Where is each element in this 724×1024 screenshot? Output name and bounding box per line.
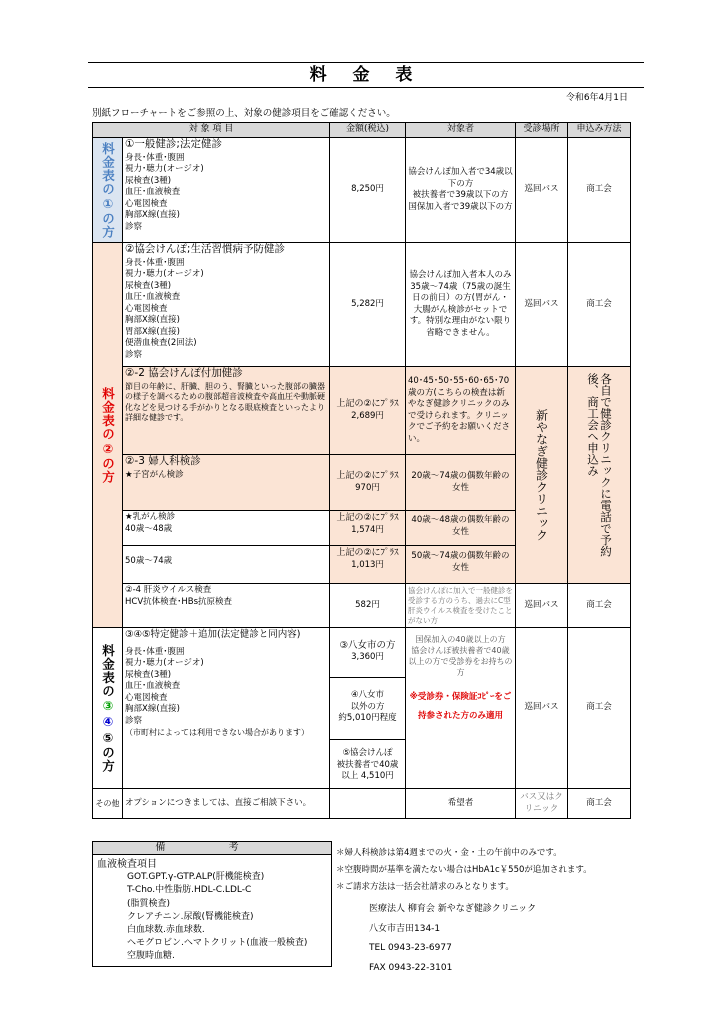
row3-title: ③④⑤特定健診＋追加(法定健診と同内容): [125, 629, 301, 640]
row23-sub2b: 50歳～74歳: [125, 556, 173, 566]
row22-title: ②-2 協会けんぽ付加健診: [125, 367, 243, 379]
row23-price2-prefix: 上記の②にﾌﾟﾗｽ: [336, 513, 399, 523]
row1-place: 巡回バス: [516, 138, 568, 243]
header-item: 対 象 項 目: [93, 123, 330, 138]
row24-title: ②-4 肝炎ウイルス検査: [125, 585, 212, 595]
fee-table: [92, 122, 631, 819]
row22-place: 新やなぎ健診クリニック: [534, 409, 549, 541]
row3-item: 診察: [125, 715, 143, 726]
row3-item: 尿検査(3種): [125, 669, 172, 680]
row1-price: 8,250円: [330, 138, 406, 243]
clinic-tel: TEL 0943-23-6977: [369, 943, 452, 953]
row3-item: 胸部X線(直接): [125, 704, 180, 714]
row3-price-cell: [330, 628, 406, 789]
row23-price3-prefix: 上記の②にﾌﾟﾗｽ: [336, 548, 399, 558]
row24-place: 巡回バス: [516, 584, 568, 628]
row2-item: 胸部X線(直接): [125, 315, 180, 325]
table-row: [93, 367, 631, 455]
clinic-fax: FAX 0943-22-3101: [369, 962, 453, 973]
row3-label-b: ③: [100, 697, 116, 714]
notes-line: 血液検査項目: [97, 859, 157, 870]
header-apply: 申込み方法: [568, 123, 631, 138]
header-place: 受診場所: [516, 123, 568, 138]
row3-item: 身長･体重･腹囲: [125, 646, 185, 657]
row1-label: 料金表の①の方: [100, 141, 116, 239]
notes-line: クレアチニン.尿酸(腎機能検査): [127, 911, 254, 922]
row22-apply-cell: [568, 367, 631, 584]
row22-cell: [123, 367, 330, 455]
row3-target-red: ※受診券・保険証ｺﾋﾟｰをご持参された方のみ適用: [409, 692, 512, 721]
clinic-info: [369, 900, 536, 978]
header-price: 金額(税込): [330, 123, 406, 138]
row23-target3: 50歳～74歳の偶数年齢の女性: [406, 546, 515, 583]
row2-item: 視力･聴力(オージオ): [125, 269, 204, 279]
row2-item: 心電図検査: [125, 303, 168, 314]
row3-label-d: ⑤: [100, 729, 116, 746]
row23-cell: [123, 455, 330, 511]
row4-place: バス又はクリニック: [516, 789, 568, 819]
row1-item: 胸部X線(直接): [125, 210, 180, 220]
row4-label: その他: [93, 789, 123, 819]
row23-target1: 20歳～74歳の偶数年齢の女性: [406, 455, 516, 511]
table-header-row: [93, 123, 631, 138]
row2-item: 血圧･血液検査: [125, 292, 181, 302]
row3-label-c: ④: [100, 713, 116, 730]
row1-target: 協会けんぽ加入者で34歳以下の方 被扶養者で39歳以下の方 国保加入者で39歳以下の方: [406, 138, 516, 243]
row1-item: 心電図検査: [125, 198, 168, 209]
row3-price4: ④八女市 以外の方 約5,010円程度: [330, 678, 405, 740]
page-title: 料 金 表: [88, 62, 644, 88]
row3-target-cell: [406, 628, 516, 789]
row1-items-cell: [123, 138, 330, 243]
notes-line: (脂質検査): [127, 898, 171, 909]
row3-item: 心電図検査: [125, 692, 168, 703]
row2-place: 巡回バス: [516, 243, 568, 367]
row22-target: 40･45･50･55･60･65･70歳の方(こちらの検査は新やなぎ健診クリニックのみで受けられます。クリニックでご予約をお願いください。: [406, 367, 516, 455]
row1-item: 身長･体重･腹囲: [125, 152, 185, 163]
row4-price-empty: [330, 789, 406, 819]
row23-price1-cell: [330, 455, 406, 511]
row23-price1-prefix: 上記の②にﾌﾟﾗｽ: [336, 471, 399, 481]
clinic-name: 医療法人 柳育会 新やなぎ健診クリニック: [369, 904, 537, 914]
row1-label-cell: [93, 138, 123, 243]
table-row: [93, 789, 631, 819]
notes-line: 空腹時血糖.: [127, 951, 175, 962]
row23-sub1: ★子宮がん検診: [125, 469, 184, 480]
row3-label-cell: [93, 628, 123, 789]
row3-price5: ⑤協会けんぽ 被扶養者で40歳 以上 4,510円: [336, 748, 399, 781]
row23-sub2a: 40歳～48歳: [125, 523, 173, 534]
row2-item: 診察: [125, 349, 143, 360]
row1-item: 尿検査(3種): [125, 175, 172, 186]
row3-note: （市町村によっては利用できない場合があります）: [125, 728, 309, 737]
row24-price: 582円: [330, 584, 406, 628]
row2-title: ②協会けんぽ;生活習慣病予防健診: [125, 243, 285, 255]
row23-title: ②-3 婦人科検診: [125, 455, 201, 467]
row1-apply: 商工会: [568, 138, 631, 243]
row3-label-e: の方: [100, 745, 116, 773]
remark-line: ＊空腹時間が基準を満たない場合はHbA1c￥550が追加されます。: [336, 865, 592, 875]
row22-desc: 節目の年齢に、肝臓、胆のう、腎臓といった腹部の臓器の様子を調べるための腹部超音波検査や高血圧や動脈硬化などを見つける手がかりとなる眼底検査といったより詳細な健診です。: [125, 381, 325, 422]
remarks: [336, 845, 636, 896]
row22-apply: 各自で健診クリニックに電話で予約後、商工会へ申込み: [586, 372, 613, 557]
row3-item: 視力･聴力(オージオ): [125, 658, 204, 668]
row3-apply: 商工会: [568, 628, 631, 789]
row3-label-a: 料金表の: [100, 643, 116, 698]
row2-label: 料金表の②の方: [100, 386, 116, 484]
row2-apply: 商工会: [568, 243, 631, 367]
table-row: [93, 584, 631, 628]
row4-target: 希望者: [406, 789, 516, 819]
row23-target2: 40歳～48歳の偶数年齢の女性: [406, 511, 515, 546]
row2-items-cell: [123, 243, 330, 367]
row2-item: 身長･体重･腹囲: [125, 257, 185, 268]
row22-place-cell: [516, 367, 568, 584]
row1-item: 診察: [125, 221, 143, 232]
row4-apply: 商工会: [568, 789, 631, 819]
row23-price-split: [330, 511, 406, 584]
row3-place: 巡回バス: [516, 628, 568, 789]
row24-sub: HCV抗体検査･HBs抗原検査: [125, 596, 233, 607]
row3-price3: 3,360円: [351, 651, 384, 662]
row2-label-cell: [93, 243, 123, 628]
row4-text: オプションにつきましては、直接ご相談下さい。: [123, 789, 330, 819]
row2-target: 協会けんぽ加入者本人のみ35歳～74歳（75歳の誕生日の前日）の方(胃がん・大腸がん検診がセットです。特別な理由がない限り省略できません。: [406, 243, 516, 367]
notes-box: [92, 841, 332, 967]
row2-item: 便潜血検査(2回法): [125, 338, 197, 348]
notes-line: T-Cho.中性脂肪.HDL-C.LDL-C: [127, 885, 252, 896]
row2-price: 5,282円: [330, 243, 406, 367]
remark-line: ＊ご請求方法は一括会社請求のみとなります。: [336, 882, 514, 892]
row3-price3-label: ③八女市の方: [339, 640, 396, 651]
row24-apply: 商工会: [568, 584, 631, 628]
issue-date: 令和6年4月1日: [565, 93, 628, 103]
row22-price: 2,689円: [351, 410, 384, 421]
notes-header: 備 考: [93, 842, 331, 855]
row1-item: 視力･聴力(オージオ): [125, 164, 204, 174]
row3-items-cell: [123, 628, 330, 789]
row3-item: 血圧･血液検査: [125, 681, 181, 691]
notes-line: GOT.GPT.γ-GTP.ALP(肝機能検査): [127, 872, 265, 883]
row22-price-prefix: 上記の②にﾌﾟﾗｽ: [336, 399, 399, 409]
row2-item: 胃部X線(直接): [125, 326, 180, 337]
table-row: [93, 243, 631, 367]
row3-target: 国保加入の40歳以上の方 協会けんぽ被扶養者で40歳以上の方で受診券をお持ちの方: [408, 635, 513, 677]
table-row: [93, 628, 631, 789]
header-target: 対象者: [406, 123, 516, 138]
row1-item: 血圧･血液検査: [125, 187, 181, 197]
clinic-address: 八女市吉田134-1: [369, 923, 441, 934]
row23-target-split: [406, 511, 516, 584]
remark-line: ＊婦人科検診は第4週までの火・金・土の午前中のみです。: [336, 848, 562, 858]
notes-line: ヘモグロビン.ヘマトクリット(血液一般検査): [127, 938, 308, 949]
row23-sub2: ★乳がん検診: [125, 512, 176, 522]
intro-text: 別紙フローチャートをご参照の上、対象の健診項目をご確認ください。: [92, 108, 396, 119]
row22-price-cell: [330, 367, 406, 455]
row2-item: 尿検査(3種): [125, 280, 172, 291]
row23-price2: 1,574円: [351, 524, 384, 535]
table-row: [93, 138, 631, 243]
row23-price3: 1,013円: [351, 559, 384, 570]
row1-title: ①一般健診;法定健診: [125, 138, 222, 150]
row23-sub2-cell: [123, 511, 330, 584]
row24-cell: [123, 584, 330, 628]
row24-target: 協会けんぽに加入で一般健診を受診する方のうち、過去にC型肝炎ウイルス検査を受けたことがない方: [406, 584, 516, 628]
notes-line: 白血球数.赤血球数.: [127, 925, 205, 936]
row23-price1: 970円: [355, 482, 380, 493]
